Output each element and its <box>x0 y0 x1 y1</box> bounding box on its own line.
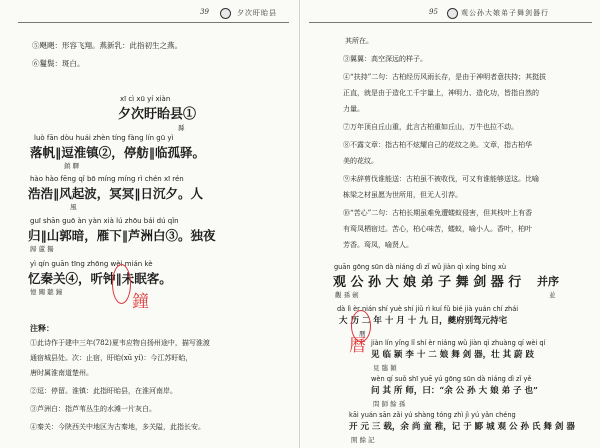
title-traditional: 觀 孫 劍 <box>335 291 359 299</box>
note-line: 正直，就是由于造化工千宇量上，神明力、造化功，皆指自然的 <box>343 89 539 97</box>
notes-heading: 注释： <box>30 323 54 333</box>
poem-line: 浩浩‖风起波，冥冥‖日沉夕。人 <box>28 186 204 201</box>
page-header <box>0 8 299 22</box>
top-note: ⑤飓飓：形容飞翔。燕新乳：此指初生之燕。 <box>32 41 182 50</box>
poem-line: 忆秦关④，听钟‖未眠客。 <box>28 271 172 286</box>
poem-title: 夕次盱眙县① <box>118 107 197 122</box>
line-traditional: 歸 蘆 獨 <box>30 245 54 253</box>
poem-line: 落帆‖逗淮镇②，停舫‖临孤驿。 <box>30 145 206 160</box>
line-traditional: 風 <box>70 203 77 211</box>
note-line: 其所在。 <box>345 37 373 45</box>
note-line: 栋梁之材虽愿为世所用，但无人引荐。 <box>343 191 462 199</box>
line-pinyin: kāi yuán sān zǎi yú shàng tóng zhì jì yú yǎn chéng <box>349 411 516 419</box>
handwritten-annotation: 鐘 <box>132 292 149 312</box>
note-line: 通宿城县处。次：止宿，盱眙(xū yí)：今江苏盱眙， <box>30 354 193 362</box>
note-line: ③芦洲白：指芦苇丛生的水滩一片灰白。 <box>30 405 156 413</box>
running-title: 夕次盱眙县 <box>237 9 277 17</box>
note-line: ④“扶持”二句：古柏经历风雨长存，是由于神明者意扶持；其挺拔 <box>343 73 547 81</box>
line-traditional: 憶 關 聽 鐘 <box>30 288 63 296</box>
prose-line: 见 临 颍 李 十 二 娘 舞 剑 器，壮 其 蔚 跂 <box>371 350 535 360</box>
note-line: ③翼翼：高空深远的样子。 <box>343 55 427 63</box>
line-traditional: 問 師 餘 孫 <box>373 400 406 408</box>
line-traditional: 開 餘 記 <box>351 436 375 444</box>
running-title: 观公孙大娘弟子舞剑器行 <box>461 9 549 17</box>
page-number: 39 <box>200 8 209 16</box>
title-suffix: 并序 <box>537 275 559 288</box>
line-traditional: 曆 <box>359 330 366 338</box>
emblem-icon <box>447 8 458 19</box>
header-rule <box>309 22 592 23</box>
page-number: 95 <box>429 8 438 16</box>
line-pinyin: dà lì èr nián shí yuè shí jiǔ rì kuí fǔ bié jià yuán chí zhái <box>337 305 519 313</box>
line-traditional: 見 臨 潁 <box>373 364 397 372</box>
header-rule <box>18 22 289 23</box>
red-circle-annotation <box>112 264 131 304</box>
prose-line: 开 元 三 载，余 尚 童 稚，记 于 郾 城 观 公 孙 氏 舞 剑 器 <box>349 422 575 432</box>
note-line: ④秦关：今陕西关中地区为古秦地，多关隘，此指长安。 <box>30 423 205 431</box>
line-pinyin: guī shān guō àn yàn xià lú zhōu bái dú qǐn <box>30 217 179 225</box>
note-line: ①此诗作于建中三年(782)夏韦应物自扬州途中，描写淮渡 <box>30 339 210 347</box>
note-line: ⑨未辞剪伐谁能送：古柏虽不被收伐，可又有谁能够送这。比喻 <box>343 175 539 183</box>
line-pinyin: hào hào fēng qǐ bō míng míng rì chén xī rén <box>30 175 184 183</box>
title-pinyin: guān gōng sūn dà niáng dì zǐ wǔ jiàn qì xíng bìng xù <box>334 263 507 271</box>
title-pinyin: xī cì xū yí xiàn <box>120 95 171 103</box>
note-line: 力量。 <box>343 105 364 113</box>
line-traditional: 鎮 驛 <box>64 162 80 170</box>
note-line: 芳香。鸾凤，喻贤人。 <box>343 241 413 249</box>
note-line: ⑧不露文章：指古柏不炫耀自己的花纹之美。文章，指古柏华 <box>343 141 532 149</box>
line-pinyin: luò fān dòu huái zhèn tíng fàng lín gū yì <box>34 134 174 142</box>
note-line: 有鸾凤栖宿过。苦心，柏心味苦，蝼蚁，喻小人。香叶，柏叶 <box>343 225 532 233</box>
note-line: ⑦万年顶自丘山重，此言古柏重如丘山，万牛也拉不动。 <box>343 123 518 131</box>
prose-line: 问 其 所 师，曰：“余 公 孙 大 娘 弟 子 也” <box>371 386 538 396</box>
prose-line: 大 历 二 年 十 月 十 九 日，夔府别驾元持宅 <box>339 316 508 326</box>
handwritten-annotation: 曆 <box>349 336 366 356</box>
line-pinyin: jiàn lín yǐng lǐ shí èr niáng wǔ jiàn qì zhuàng qí wèi qí <box>371 339 546 347</box>
note-line: 唐时属淮南道楚州。 <box>30 369 93 377</box>
note-line: 美的花纹。 <box>343 157 378 165</box>
title-traditional: 縣 <box>178 124 185 132</box>
top-note: ⑥鬘鬓：斑白。 <box>32 59 85 68</box>
emblem-icon <box>220 8 231 19</box>
note-line: ②逗：停留。淮镇：此指盱眙县，在淮河南岸。 <box>30 387 177 395</box>
title-suffix-traditional: 並 <box>549 291 556 299</box>
poem-line: 归‖山郭暗，雁下‖芦洲白③。独夜 <box>28 228 216 243</box>
poem-title: 观 公 孙 大 娘 弟 子 舞 剑 器 行 <box>333 275 522 290</box>
right-book-page <box>301 0 600 448</box>
note-line: ⑩“苦心”二句：古柏长期虽难免遭蝼蚁侵害，但其枝叶上有香 <box>343 209 533 217</box>
line-pinyin: yì qín guān tīng zhōng wèi mián kè <box>30 260 153 268</box>
line-pinyin: wèn qí suǒ shī yuē yú gōng sūn dà niáng dì zǐ yě <box>371 375 532 383</box>
page-header <box>301 8 600 22</box>
